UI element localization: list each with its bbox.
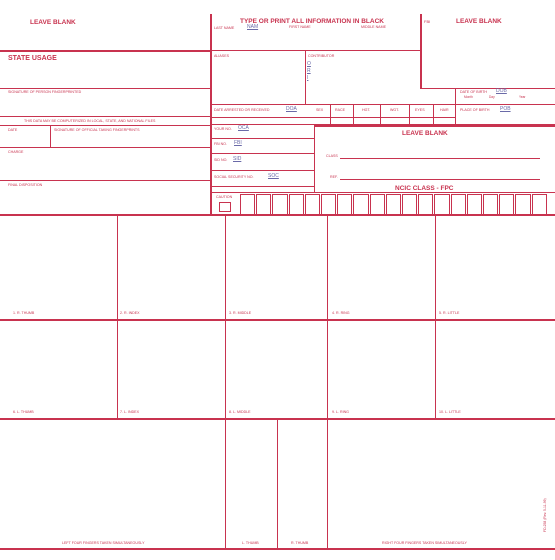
divider [0, 147, 210, 148]
divider [0, 116, 210, 117]
divider [210, 186, 314, 187]
dob-day: Day [489, 95, 495, 99]
r-thumb-simultaneous-label: R. THUMB [291, 541, 309, 545]
ncic-class-box[interactable] [337, 194, 352, 215]
divider [210, 124, 314, 125]
ncic-class-box[interactable] [483, 194, 498, 215]
finger-label-r-ring: 4. R. RING [332, 311, 350, 315]
divider [210, 138, 314, 139]
divider [340, 179, 540, 180]
ncic-class-box[interactable] [434, 194, 449, 215]
divider [433, 104, 434, 124]
divider [225, 214, 226, 548]
ncic-class-box[interactable] [451, 194, 466, 215]
sid-no-label: SID NO. [214, 158, 228, 162]
hair-label: HAIR [440, 108, 449, 112]
divider [210, 153, 314, 154]
divider [420, 88, 555, 89]
ncic-class-box[interactable] [321, 194, 336, 215]
finger-label-l-thumb: 6. L. THUMB [13, 410, 34, 414]
divider [455, 88, 456, 124]
left-four-fingers-label: LEFT FOUR FINGERS TAKEN SIMULTANEOUSLY [62, 541, 145, 545]
state-usage-label: STATE USAGE [8, 55, 57, 62]
ncic-class-box[interactable] [418, 194, 433, 215]
fbi-no-label: FBI NO. [214, 142, 227, 146]
ncic-class-box[interactable] [305, 194, 320, 215]
divider [0, 548, 555, 550]
social-security-code: SOC [268, 173, 279, 179]
ncic-class-box[interactable] [532, 194, 547, 215]
date-arrested-code: DOA [286, 106, 297, 112]
sex-label: SEX [316, 108, 324, 112]
divider [210, 192, 555, 193]
divider [210, 170, 314, 171]
divider [314, 124, 315, 192]
divider [0, 50, 210, 52]
divider [409, 104, 410, 124]
ncic-class-box[interactable] [289, 194, 304, 215]
social-security-label: SOCIAL SECURITY NO. [214, 175, 254, 179]
your-no-label: YOUR NO. [214, 127, 232, 131]
divider [380, 104, 381, 124]
ncic-class-box[interactable] [467, 194, 482, 215]
divider [420, 14, 422, 88]
form-number: FD-258 (Rev. 5-11-99) [543, 498, 547, 532]
ncic-class-box[interactable] [353, 194, 368, 215]
ncic-class-box[interactable] [370, 194, 385, 215]
ncic-class-box[interactable] [240, 194, 255, 215]
finger-label-l-middle: 8. L. MIDDLE [229, 410, 251, 414]
finger-label-r-index: 2. R. INDEX [120, 311, 140, 315]
weight-label: WGT. [390, 108, 399, 112]
divider [117, 214, 118, 418]
finger-label-r-little: 5. R. LITTLE [439, 311, 460, 315]
fbi-label: FBI [424, 19, 431, 24]
last-name-code: NAM [247, 24, 259, 30]
ncic-class-box[interactable] [402, 194, 417, 215]
ncic-class-box[interactable] [272, 194, 287, 215]
eyes-label: EYES [415, 108, 425, 112]
caution-label: CAUTION [216, 195, 233, 199]
finger-label-r-thumb: 1. R. THUMB [13, 311, 35, 315]
sid-no-code: SID [233, 156, 242, 162]
right-four-fingers-label: RIGHT FOUR FINGERS TAKEN SIMULTANEOUSLY [382, 541, 467, 545]
dob-month: Month [464, 95, 473, 99]
ncic-class-box[interactable] [256, 194, 271, 215]
place-of-birth-code: POB [500, 106, 511, 112]
finger-label-l-index: 7. L. INDEX [120, 410, 139, 414]
divider [210, 50, 420, 51]
divider [330, 104, 331, 124]
last-name-label: LAST NAME [214, 26, 235, 30]
divider [0, 125, 210, 126]
ori-letter: O [307, 61, 311, 67]
divider [277, 418, 278, 548]
race-label: RACE [335, 108, 345, 112]
ori-letter: I [307, 75, 309, 81]
ncic-class-box[interactable] [386, 194, 401, 215]
type-or-print-heading: TYPE OR PRINT ALL INFORMATION IN BLACK [240, 18, 384, 25]
final-disposition-label: FINAL DISPOSITION [8, 183, 43, 187]
divider [0, 180, 210, 181]
finger-label-l-ring: 9. L. RING [332, 410, 349, 414]
signature-person-label: SIGNATURE OF PERSON FINGERPRINTED [8, 90, 82, 94]
ori-letter: R [307, 68, 311, 74]
l-thumb-simultaneous-label: L. THUMB [242, 541, 259, 545]
ncic-class-box[interactable] [499, 194, 514, 215]
divider [314, 124, 555, 127]
dob-year: Year [519, 95, 526, 99]
computerize-notice: THIS DATA MAY BE COMPUTERIZED IN LOCAL, STATE, AND NATIONAL FILES [24, 119, 156, 123]
divider [0, 319, 555, 321]
height-label: HGT. [362, 108, 371, 112]
aliases-label: ALIASES [214, 54, 229, 58]
charge-label: CHARGE [8, 150, 24, 154]
divider [435, 214, 436, 418]
divider [305, 50, 309, 104]
class-label: CLASS [326, 154, 338, 158]
divider [210, 117, 455, 118]
finger-label-l-little: 10. L. LITTLE [439, 410, 461, 414]
divider [50, 125, 51, 147]
date-arrested-label: DATE ARRESTED OR RECEIVED [214, 108, 270, 112]
signature-official-label: SIGNATURE OF OFFICIAL TAKING FINGERPRINTS [54, 128, 140, 132]
ncic-class-heading: NCIC CLASS - FPC [395, 185, 454, 192]
divider [210, 104, 555, 105]
date-of-birth-code: DOB [496, 88, 507, 94]
leave-blank-2-heading: LEAVE BLANK [402, 130, 448, 137]
date-label: DATE [8, 128, 18, 132]
divider [353, 104, 354, 124]
ncic-class-box[interactable] [515, 194, 530, 215]
contributor-label: CONTRIBUTOR [308, 54, 335, 58]
leave-blank-right-heading: LEAVE BLANK [456, 18, 502, 25]
fbi-no-code: FBI [234, 140, 242, 146]
date-of-birth-label: DATE OF BIRTH [460, 90, 488, 94]
divider [0, 88, 210, 89]
your-no-code: OCA [238, 125, 249, 131]
caution-checkbox[interactable] [219, 202, 231, 212]
first-name-label: FIRST NAME [289, 25, 311, 29]
place-of-birth-label: PLACE OF BIRTH [460, 108, 490, 112]
divider [340, 158, 540, 159]
middle-name-label: MIDDLE NAME [361, 25, 386, 29]
finger-label-r-middle: 3. R. MIDDLE [229, 311, 252, 315]
divider [327, 214, 328, 548]
leave-blank-heading: LEAVE BLANK [30, 19, 76, 26]
ref-label: REF. [330, 175, 338, 179]
